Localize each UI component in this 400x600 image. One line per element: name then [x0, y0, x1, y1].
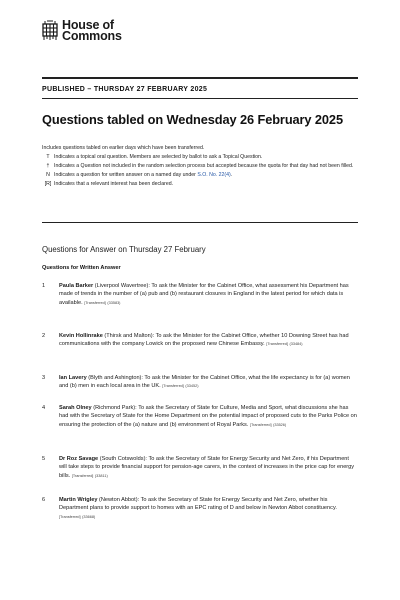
divider: [42, 98, 358, 99]
published-date: PUBLISHED – THURSDAY 27 FEBRUARY 2025: [42, 86, 208, 93]
member-name: Sarah Olney: [59, 405, 92, 411]
question-id: (33452): [185, 384, 199, 389]
logo-line-2: Commons: [62, 29, 122, 43]
transferred-tag: [Transferred]: [249, 422, 272, 427]
question-id: (33484): [289, 342, 303, 347]
question-text: To ask the Secretary of State for Energy Security and Net Zero, if his Department will take steps to provide financial support for pension-age carers, in the context of increases in the price cap for energy bills.: [59, 456, 355, 479]
parliament-logo: [42, 20, 122, 42]
legend-item: [42, 163, 358, 170]
question-item: [42, 404, 358, 429]
constituency: (Blyth and Ashington):: [86, 375, 145, 381]
question-id: (33811): [94, 473, 108, 478]
question-item: [42, 332, 358, 349]
question-number: 6: [42, 497, 46, 503]
legend-symbol: †: [46, 163, 50, 170]
constituency: (South Cotswolds):: [98, 456, 149, 462]
question-id: (33583): [107, 300, 121, 305]
question-number: 2: [42, 333, 46, 339]
divider: [42, 222, 358, 223]
member-name: Ian Lavery: [59, 375, 87, 381]
legend-item: [42, 181, 358, 188]
transferred-tag: [Transferred]: [162, 384, 184, 389]
legend-symbol: T: [46, 154, 50, 160]
legend-text-end: .: [230, 172, 233, 179]
legend: [42, 154, 358, 190]
question-number: 4: [42, 405, 46, 411]
question-text: To ask the Secretary of State for Energy Security and Net Zero, whether his Department plans to provide support to homes with an EPC rating of D and below in Newton Abbot constituency.: [59, 497, 337, 512]
portcullis-icon: [42, 20, 58, 42]
legend-text: Indicates that a relevant interest has been declared.: [54, 181, 174, 188]
legend-intro: Includes questions tabled on earlier days which have been transferred.: [42, 145, 205, 151]
legend-symbol: [R]: [44, 181, 52, 188]
legend-text: Indicates a Question not included in the random selection process but accepted because the quota for that day had not been filled.: [54, 163, 354, 170]
question-item: [42, 496, 358, 521]
constituency: (Liverpool Wavertree):: [93, 283, 152, 289]
transferred-tag: [Transferred]: [71, 473, 94, 478]
question-text: To ask the Minister for the Cabinet Office, what assessment his Department has made of trends in the number of (a) pub and (b) restaurant closures in England in the latest period for which data is available.: [59, 283, 349, 306]
question-number: 1: [42, 283, 46, 289]
legend-item: [42, 172, 358, 179]
divider: [42, 77, 358, 79]
question-text: To ask the Minister for the Cabinet Office, whether 10 Downing Street has had communications with the company Lowick on the proposed new Chinese Embassy.: [59, 333, 349, 348]
section-heading: Questions for Answer on Thursday 27 February: [42, 245, 206, 254]
page-title: Questions tabled on Wednesday 26 February 2025: [42, 112, 343, 127]
question-item: [42, 282, 358, 307]
transferred-tag: [Transferred]: [59, 514, 81, 519]
question-item: [42, 455, 358, 480]
question-text: To ask the Secretary of State for Culture, Media and Sport, what discussions she has had with the Secretary of State for the Home Department on the potential impact of proposed cuts to the Parks Police on ensuring the protection of the (a) nature and (b) environment of Royal Parks.: [59, 405, 357, 428]
question-id: (33526): [273, 422, 287, 427]
legend-text: Indicates a question for written answer on a named day under: [54, 172, 198, 179]
question-number: 3: [42, 375, 46, 381]
member-name: Paula Barker: [59, 283, 94, 289]
legend-symbol: N: [46, 172, 50, 179]
legend-text: Indicates a topical oral question. Members are selected by ballot to ask a Topical Question.: [54, 154, 263, 160]
member-name: Martin Wrigley: [59, 497, 98, 503]
member-name: Dr Roz Savage: [59, 456, 99, 462]
constituency: (Newton Abbot):: [97, 497, 141, 503]
transferred-tag: [Transferred]: [84, 300, 106, 305]
constituency: (Richmond Park):: [91, 405, 139, 411]
transferred-tag: [Transferred]: [266, 342, 288, 347]
question-number: 5: [42, 456, 46, 462]
question-item: [42, 374, 358, 391]
legend-item: [42, 154, 358, 161]
logo-line-1: House of: [62, 18, 114, 32]
constituency: (Thirsk and Malton):: [102, 333, 156, 339]
sub-heading: Questions for Written Answer: [42, 265, 121, 271]
standing-order-link[interactable]: S.O. No. 22(4): [197, 172, 231, 179]
question-id: (33668): [82, 514, 96, 519]
member-name: Kevin Hollinrake: [59, 333, 103, 339]
question-text: To ask the Minister for the Cabinet Office, what the life expectancy is for (a) women and (b) men in each local area in the UK.: [59, 375, 350, 390]
